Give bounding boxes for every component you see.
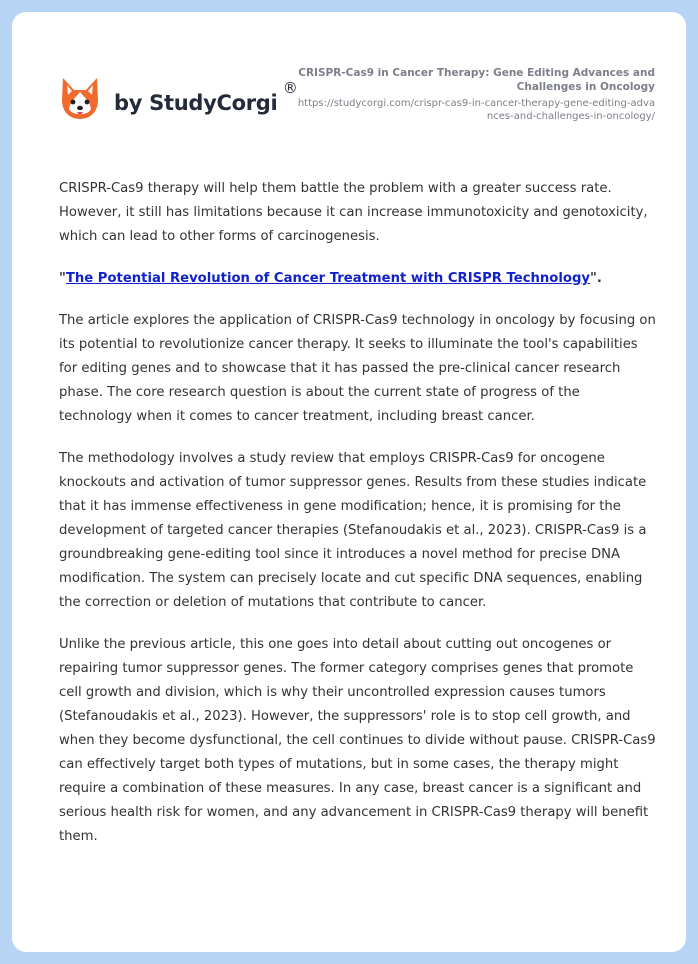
paragraph-4: Unlike the previous article, this one goes into detail about cutting out oncogenes or repairing tumor suppressor genes. The former category comprises genes that promote cell growth and division, which is why their uncontrolled expression causes tumors (Stefanoudakis et al., 2023). However, the suppressors' role is to stop cell growth, and when they become dysfunctional, the cell continues to divide without pause. CRISPR-Cas9 can effectively target both types of mutations, but in some cases, the therapy might require a combination of these measures. In any case, breast cancer is a significant and serious health risk for women, and any advancement in CRISPR-Cas9 therapy will benefit them. xyxy=(59,637,656,844)
quote-close: ". xyxy=(590,271,602,286)
registered-mark: ® xyxy=(282,79,298,97)
source-article-link[interactable]: The Potential Revolution of Cancer Treatment with CRISPR Technology xyxy=(65,271,590,286)
paragraph-2: The article explores the application of CRISPR-Cas9 technology in oncology by focusing on its potential to revolutionize cancer therapy. It seeks to illuminate the tool's capabilities for editing genes and to showcase that it has passed the pre-clinical cancer research phase. The core research question is about the current state of progress of the technology when it comes to cancer treatment, including breast cancer. xyxy=(59,313,656,424)
document-title: CRISPR-Cas9 in Cancer Therapy: Gene Editing Advances and Challenges in Oncology xyxy=(298,67,655,93)
quote-open: " xyxy=(59,271,66,286)
document-body xyxy=(59,177,657,867)
brand-text: by StudyCorgi xyxy=(114,91,278,115)
document-page xyxy=(12,12,686,952)
studycorgi-logo[interactable] xyxy=(60,76,298,122)
document-header xyxy=(295,66,655,123)
brand-name xyxy=(114,79,298,115)
source-citation xyxy=(59,267,657,291)
paragraph-1: CRISPR-Cas9 therapy will help them battle the problem with a greater success rate. However, it still has limitations because it can increase immunotoxicity and genotoxicity, which can lead to other forms of carcinogenesis. xyxy=(59,181,648,244)
corgi-icon xyxy=(60,76,100,122)
paragraph-3: The methodology involves a study review that employs CRISPR-Cas9 for oncogene knockouts and activation of tumor suppressor genes. Results from these studies indicate that it has immense effectiveness in gene modification; hence, it is promising for the development of targeted cancer therapies (Stefanoudakis et al., 2023). CRISPR-Cas9 is a groundbreaking gene-editing tool since it introduces a novel method for precise DNA modification. The system can precisely locate and cut specific DNA sequences, enabling the correction or deletion of mutations that contribute to cancer. xyxy=(59,451,647,610)
document-url[interactable]: https://studycorgi.com/crispr-cas9-in-cancer-therapy-gene-editing-advances-and-challenges-in-oncology/ xyxy=(297,98,655,122)
